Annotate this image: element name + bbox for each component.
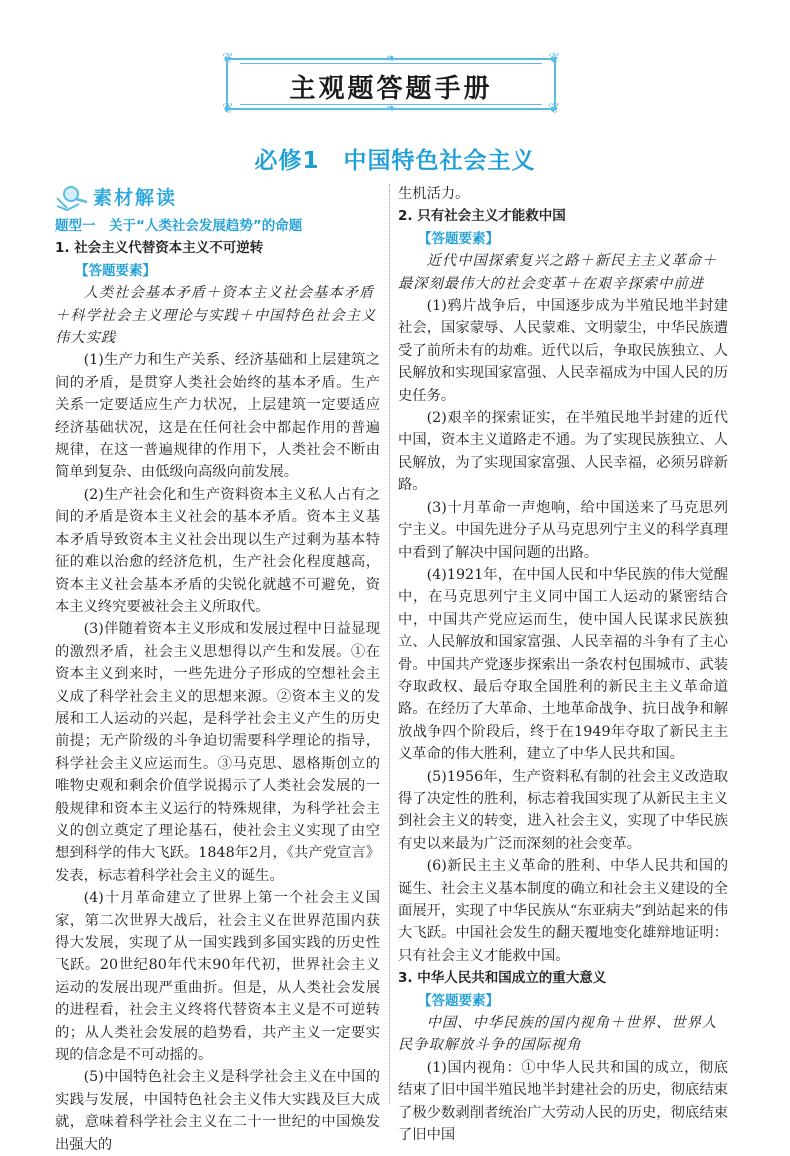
paragraph: (1)鸦片战争后，中国逐步成为半殖民地半封建社会，国家蒙辱、人民蒙难、文明蒙尘，中华民族遭受了前所未有的劫难。近代以后，争取民族独立、人民解放和实现国家富强、人民幸福成为中国人民的历史任务。 [398,298,728,404]
paragraph: (5)1956年，生产资料私有制的社会主义改造取得了决定性的胜利，标志着我国实现了从新民主主义到社会主义的转变，进入社会主义，实现了中华民族有史以来最为广泛而深刻的社会变革。 [398,768,728,852]
title-banner [222,51,560,117]
paragraph: (4)1921年，在中国人民和中华民族的伟大觉醒中，在马克思列宁主义同中国工人运动的紧密结合中，中国共产党应运而生，使中国人民谋求民族独立、人民解放和国家富强、人民幸福的斗争有了主心骨。中国共产党逐步探索出一条农村包围城市、武装夺取政权、最后夺取全国胜利的新民主主义革命道路。在经历了大革命、土地革命战争、抗日战争和解放战争四个阶段后，终于在1949年夺取了新民主主义革命的伟大胜利，建立了中华人民共和国。 [398,566,728,763]
key-points-text: 中国、中华民族的国内视角＋世界、世界人民争取解放斗争的国际视角 [398,1015,718,1054]
corner-ornament-icon: ❦ [548,101,560,117]
page-title: 主观题答题手册 [289,74,493,104]
section-label: 素材解读 [93,186,178,209]
key-points-text: 人类社会基本矛盾＋资本主义社会基本矛盾＋科学社会主义理论与实践＋中国特色社会主义伟大实践 [55,285,377,347]
paragraph: (3)伴随着资本主义形成和发展过程中日益显现的激烈矛盾，社会主义思想得以产生和发展。①在资本主义到来时，一些先进分子形成的空想社会主义成了科学社会主义的思想来源。②资本主义的发展和工人运动的兴起，是科学社会主义产生的历史前提；无产阶级的斗争迫切需要科学理论的指导，科学社会主义应运而生。③马克思、恩格斯创立的唯物史观和剩余价值学说揭示了人类社会发展的一般规律和资本主义运行的特殊规律，为科学社会主义的创立奠定了理论基石，使社会主义实现了由空想到科学的伟大飞跃。1848年2月，《共产党宣言》发表，标志着科学社会主义的诞生。 [55,621,380,884]
column-divider [389,184,390,1104]
item-title: 3. 中华人民共和国成立的重大意义 [398,970,607,987]
left-column [55,183,380,1156]
key-points-text: 近代中国探索复兴之路＋新民主主义革命＋最深刻最伟大的社会变革＋在艰辛探索中前进 [398,253,718,292]
key-points-label: 【答题要素】 [418,230,499,247]
chapter-heading: 必修1 中国特色社会主义 [254,148,536,174]
key-points-label: 【答题要素】 [418,992,499,1009]
question-type-title: 题型一 关于“人类社会发展趋势”的命题 [55,218,303,234]
paragraph: (4)十月革命建立了世界上第一个社会主义国家，第二次世界大战后，社会主义在世界范围内获得大发展，实现了从一国实践到多国实践的历史性飞跃。20世纪80年代末90年代初，世界社会主义运动的发展出现严重曲折。但是，从人类社会发展的进程看，社会主义终将代替资本主义是不可逆转的；从人类社会发展的趋势看，共产主义一定要实现的信念是不可动摇的。 [55,890,380,1064]
corner-ornament-icon: ❦ [548,51,560,67]
paragraph: (3)十月革命一声炮响，给中国送来了马克思列宁主义。中国先进分子从马克思列宁主义的科学真理中看到了解决中国问题的出路。 [398,499,728,561]
corner-ornament-icon: ❦ [222,51,234,67]
center-ornament-icon: ❧ [385,101,397,117]
corner-ornament-icon: ❦ [222,101,234,117]
item-title: 2. 只有社会主义才能救中国 [398,208,566,225]
paragraph: (5)中国特色社会主义是科学社会主义在中国的实践与发展，中国特色社会主义伟大实践及巨大成就，意味着科学社会主义在二十一世纪的中国焕发出强大的 [55,1069,380,1153]
paragraph: (2)生产社会化和生产资料资本主义私人占有之间的矛盾是资本主义社会的基本矛盾。资本主义基本矛盾导致资本主义社会出现以生产过剩为基本特征的难以治愈的经济危机，生产社会化程度越高，资本主义社会基本矛盾的尖锐化就越不可避免，资本主义终究要被社会主义所取代。 [55,486,380,615]
paragraph-continuation: 生机活力。 [398,186,470,202]
key-points-label: 【答题要素】 [75,262,156,279]
paragraph: (1)生产力和生产关系、经济基础和上层建筑之间的矛盾，是贯穿人类社会始终的基本矛盾。生产关系一定要适应生产力状况，上层建筑一定要适应经济基础状况，这是在任何社会中都起作用的普遍规律，在这一普遍规律的作用下，人类社会不断由简单到复杂、由低级向高级向前发展。 [55,352,380,481]
paragraph: (2)艰辛的探索证实，在半殖民地半封建的近代中国，资本主义道路走不通。为了实现民族独立、人民解放，为了实现国家富强、人民幸福，必须另辟新路。 [398,410,728,494]
center-ornament-icon: ❧ [385,51,397,67]
right-column [398,183,728,1146]
paragraph: (6)新民主主义革命的胜利、中华人民共和国的诞生、社会主义基本制度的确立和社会主义建设的全面展开，实现了中华民族从“东亚病夫”到站起来的伟大飞跃。中国社会发生的翻天覆地变化雄辩地证明：只有社会主义才能救中国。 [398,858,728,964]
magnifier-book-icon [55,184,89,212]
paragraph: (1)国内视角：①中华人民共和国的成立，彻底结束了旧中国半殖民地半封建社会的历史，彻底结束了极少数剥削者统治广大劳动人民的历史，彻底结束了旧中国 [398,1059,728,1144]
item-title: 1. 社会主义代替资本主义不可逆转 [55,240,264,257]
section-header [55,183,380,213]
